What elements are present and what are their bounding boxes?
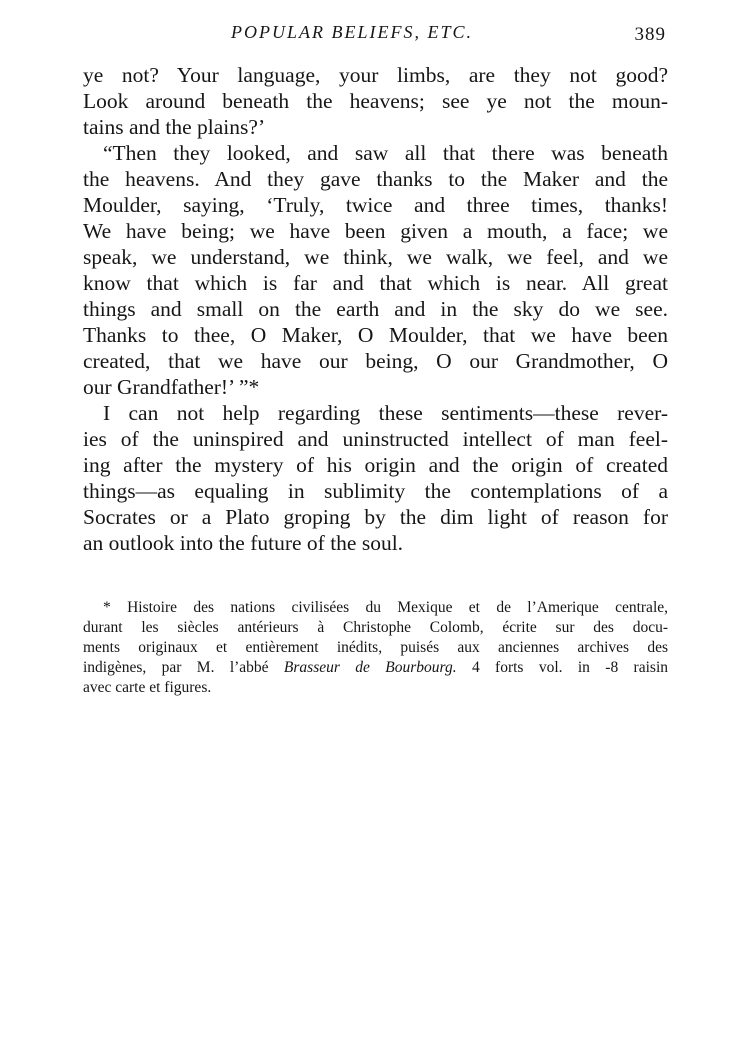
text-line: ye not? Your language, your limbs, are they not good? [83, 63, 668, 87]
body-text [83, 62, 668, 556]
footnote-line: durant les siècles antérieurs à Christophe Colomb, écrite sur des docu- [83, 619, 668, 636]
page-number: 389 [634, 24, 666, 45]
text-line: ies of the uninspired and uninstructed intellect of man feel- [83, 427, 668, 451]
text-line: the heavens. And they gave thanks to the Maker and the [83, 167, 668, 191]
footnote-line: * Histoire des nations civilisées du Mexique et de l’Amerique centrale, [103, 599, 668, 616]
text-line: created, that we have our being, O our Grandmother, O [83, 349, 668, 373]
text-line: Moulder, saying, ‘Truly, twice and three times, thanks! [83, 193, 668, 217]
footnote-line: ments originaux et entièrement inédits, puisés aux anciennes archives des [83, 639, 668, 656]
running-title: POPULAR BELIEFS, ETC. [231, 22, 473, 42]
footnote-line: avec carte et figures. [83, 679, 212, 696]
text-line: an outlook into the future of the soul. [83, 531, 404, 555]
text-line: Socrates or a Plato groping by the dim light of reason for [83, 505, 668, 529]
text-line: things—as equaling in sublimity the contemplations of a [83, 479, 668, 503]
text-line: tains and the plains?’ [83, 115, 266, 139]
footnote-author: Brasseur de Bourbourg. [283, 659, 457, 676]
text-line: I can not help regarding these sentiments—these rever- [103, 401, 668, 425]
text-line: “Then they looked, and saw all that there was beneath [103, 141, 668, 165]
footnote [83, 598, 668, 698]
text-line: things and small on the earth and in the sky do we see. [83, 297, 668, 321]
footnote-text: 4 forts vol. in -8 raisin [456, 659, 668, 676]
text-line: Thanks to thee, O Maker, O Moulder, that we have been [83, 323, 668, 347]
text-line: our Grandfather!’ ”* [83, 375, 260, 399]
text-line: speak, we understand, we think, we walk, we feel, and we [83, 245, 668, 269]
running-header [83, 22, 668, 52]
footnote-line [83, 658, 668, 678]
text-line: Look around beneath the heavens; see ye not the moun- [83, 89, 668, 113]
text-line: know that which is far and that which is near. All great [83, 271, 668, 295]
footnote-text: indigènes, par M. l’abbé [83, 659, 284, 676]
text-line: We have being; we have been given a mouth, a face; we [83, 219, 668, 243]
text-line: ing after the mystery of his origin and the origin of created [83, 453, 668, 477]
